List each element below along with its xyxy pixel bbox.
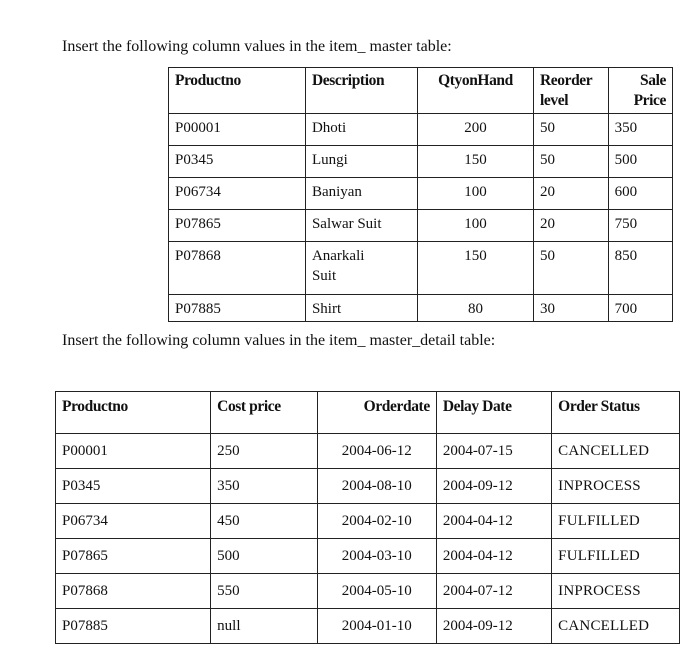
cell-sale-price: 350: [608, 114, 672, 146]
cell-reorder-level: 20: [533, 210, 608, 242]
cell-sale-price: 500: [608, 146, 672, 178]
cell-productno: P07868: [169, 242, 306, 295]
table-row: [169, 295, 673, 322]
cell-reorder-level: 50: [533, 114, 608, 146]
table-header-row: [56, 392, 680, 434]
cell-cost-price: 450: [211, 504, 317, 539]
cell-qtyonhand: 80: [417, 295, 533, 322]
table-row: [56, 539, 680, 574]
cell-delay-date: 2004-09-12: [436, 469, 551, 504]
header-order-status: Order Status: [552, 392, 680, 434]
cell-productno: P07868: [56, 574, 211, 609]
cell-order-status: CANCELLED: [552, 609, 680, 644]
cell-order-status: INPROCESS: [552, 574, 680, 609]
cell-productno: P07885: [169, 295, 306, 322]
cell-productno: P06734: [169, 178, 306, 210]
header-delay-date: Delay Date: [436, 392, 551, 434]
cell-description: [305, 242, 417, 295]
header-reorder-level-line2: level: [539, 92, 569, 109]
cell-productno: P00001: [56, 434, 211, 469]
header-productno: Productno: [169, 68, 306, 114]
header-sale-price-line1: Sale: [640, 72, 666, 89]
cell-description: Shirt: [305, 295, 417, 322]
cell-description-line2: Suit: [311, 268, 337, 284]
cell-description: Dhoti: [305, 114, 417, 146]
header-productno: Productno: [56, 392, 211, 434]
cell-order-status: FULFILLED: [552, 504, 680, 539]
table-row: [56, 504, 680, 539]
header-sale-price-line2: Price: [633, 92, 666, 109]
cell-order-status: INPROCESS: [552, 469, 680, 504]
header-cost-price: Cost price: [211, 392, 317, 434]
cell-orderdate: 2004-02-10: [317, 504, 436, 539]
item-master-table: [168, 67, 673, 322]
cell-order-status: CANCELLED: [552, 434, 680, 469]
cell-description-line1: Anarkali: [311, 248, 365, 264]
cell-delay-date: 2004-04-12: [436, 504, 551, 539]
cell-cost-price: 550: [211, 574, 317, 609]
cell-cost-price: 350: [211, 469, 317, 504]
header-reorder-level: [533, 68, 608, 114]
cell-qtyonhand: 150: [417, 146, 533, 178]
cell-description: Salwar Suit: [305, 210, 417, 242]
table-row: [169, 242, 673, 295]
cell-orderdate: 2004-06-12: [317, 434, 436, 469]
cell-cost-price: 500: [211, 539, 317, 574]
item-master-instruction: Insert the following column values in the item_ master table:: [62, 38, 452, 55]
cell-qtyonhand: 100: [417, 178, 533, 210]
cell-cost-price: 250: [211, 434, 317, 469]
table-row: [56, 609, 680, 644]
cell-sale-price: 850: [608, 242, 672, 295]
header-qtyonhand: QtyonHand: [417, 68, 533, 114]
cell-reorder-level: 50: [533, 146, 608, 178]
cell-delay-date: 2004-07-15: [436, 434, 551, 469]
table-row: [169, 178, 673, 210]
table-row: [56, 469, 680, 504]
cell-productno: P00001: [169, 114, 306, 146]
cell-orderdate: 2004-03-10: [317, 539, 436, 574]
table-row: [169, 146, 673, 178]
cell-cost-price: null: [211, 609, 317, 644]
cell-delay-date: 2004-04-12: [436, 539, 551, 574]
cell-qtyonhand: 200: [417, 114, 533, 146]
table-header-row: [169, 68, 673, 114]
cell-delay-date: 2004-07-12: [436, 574, 551, 609]
cell-orderdate: 2004-08-10: [317, 469, 436, 504]
cell-productno: P0345: [169, 146, 306, 178]
cell-sale-price: 600: [608, 178, 672, 210]
item-master-detail-instruction: Insert the following column values in the item_ master_detail table:: [62, 332, 496, 349]
cell-qtyonhand: 100: [417, 210, 533, 242]
cell-description: Lungi: [305, 146, 417, 178]
item-master-detail-table: [55, 391, 680, 644]
cell-order-status: FULFILLED: [552, 539, 680, 574]
cell-productno: P07865: [169, 210, 306, 242]
cell-productno: P07885: [56, 609, 211, 644]
cell-delay-date: 2004-09-12: [436, 609, 551, 644]
table-row: [56, 434, 680, 469]
cell-reorder-level: 30: [533, 295, 608, 322]
cell-sale-price: 700: [608, 295, 672, 322]
cell-reorder-level: 20: [533, 178, 608, 210]
cell-productno: P06734: [56, 504, 211, 539]
header-description: Description: [305, 68, 417, 114]
table-row: [56, 574, 680, 609]
cell-productno: P0345: [56, 469, 211, 504]
cell-orderdate: 2004-05-10: [317, 574, 436, 609]
cell-description: Baniyan: [305, 178, 417, 210]
header-reorder-level-line1: Reorder: [539, 72, 593, 89]
cell-reorder-level: 50: [533, 242, 608, 295]
cell-orderdate: 2004-01-10: [317, 609, 436, 644]
header-orderdate: Orderdate: [317, 392, 436, 434]
table-row: [169, 210, 673, 242]
header-sale-price: [608, 68, 672, 114]
cell-productno: P07865: [56, 539, 211, 574]
table-row: [169, 114, 673, 146]
cell-sale-price: 750: [608, 210, 672, 242]
cell-qtyonhand: 150: [417, 242, 533, 295]
